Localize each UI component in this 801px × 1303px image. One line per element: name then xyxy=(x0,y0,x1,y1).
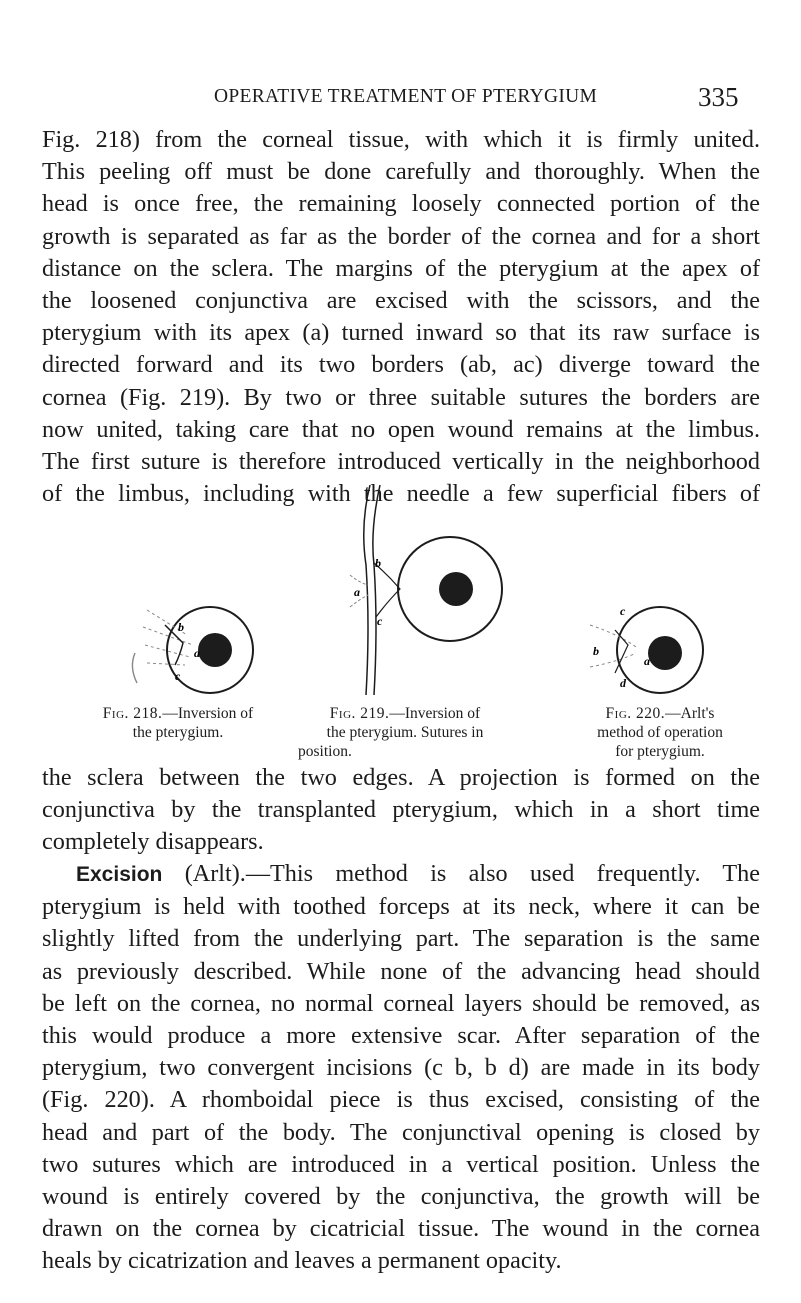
caption-text: —Inversion of xyxy=(162,705,254,722)
running-head: OPERATIVE TREATMENT OF PTERYGIUM xyxy=(214,86,598,107)
caption-label: Fig. 218. xyxy=(102,705,163,722)
pupil xyxy=(648,636,682,670)
text-line: distance on the sclera. The margins of the pterygium at the apex of xyxy=(42,254,760,282)
text-line: wound is entirely covered by the conjunctiva, the growth will be xyxy=(42,1183,760,1211)
page-header xyxy=(0,80,801,116)
caption-label: Fig. 220. xyxy=(605,705,666,722)
text-line: growth is separated as far as the border of the cornea and for a short xyxy=(42,222,760,250)
suture-left xyxy=(364,485,370,695)
text-line: head and part of the body. The conjunctival opening is closed by xyxy=(42,1118,760,1146)
suture-right xyxy=(373,485,380,695)
sclera-edge xyxy=(132,653,137,683)
figure-219-caption xyxy=(270,704,540,761)
text-line: pterygium is held with toothed forceps at its neck, where it can be xyxy=(42,893,760,921)
caption-label: Fig. 219. xyxy=(329,705,390,722)
caption-text: position. xyxy=(298,743,352,760)
text-line: the loosened conjunctiva are excised with the scissors, and the xyxy=(42,287,760,315)
label-b: b xyxy=(593,644,599,658)
text-line: slightly lifted from the underlying part. The separation is the same xyxy=(42,925,760,953)
pterygium-borders xyxy=(374,563,400,617)
caption-text: the pterygium. Sutures in xyxy=(326,724,484,741)
figure-220-illustration xyxy=(560,595,720,700)
label-a: a xyxy=(354,585,360,599)
text-line: be left on the cornea, no normal corneal layers should be removed, as xyxy=(42,989,760,1017)
label-d: d xyxy=(620,676,626,690)
text-line: now united, taking care that no open wound remains at the limbus. xyxy=(42,415,760,443)
text-line: the sclera between the two edges. A projection is formed on the xyxy=(42,764,760,791)
figure-220-caption xyxy=(540,704,780,761)
label-a: a xyxy=(644,654,650,668)
figure-218-caption xyxy=(58,704,298,742)
text-line: of the limbus, including with the needle a few superficial fibers of xyxy=(42,480,760,508)
text-line: pterygium, two convergent incisions (c b, b d) are made in its body xyxy=(42,1054,760,1082)
text-line: two sutures which are introduced in a vertical position. Unless the xyxy=(42,1150,760,1178)
pupil xyxy=(198,633,232,667)
caption-text: for pterygium. xyxy=(615,743,705,760)
caption-text: method of operation xyxy=(597,724,723,741)
caption-text: —Inversion of xyxy=(389,705,481,722)
figure-218-illustration xyxy=(125,595,265,700)
text-line-rest: (Arlt).—This method is also used frequently. The xyxy=(162,860,760,887)
text-line: head is once free, the remaining loosely connected portion of the xyxy=(42,190,760,218)
label-a: a xyxy=(194,646,200,660)
text-line: conjunctiva by the transplanted pterygium, which in a short time xyxy=(42,796,760,824)
label-c: c xyxy=(377,614,383,628)
text-line: (Fig. 220). A rhomboidal piece is thus excised, consisting of the xyxy=(42,1086,760,1114)
text-line: completely disappears. xyxy=(42,828,264,856)
page-number: 335 xyxy=(698,82,739,112)
run-in-heading: Excision xyxy=(76,863,163,886)
text-line: The first suture is therefore introduced vertically in the neighborhood xyxy=(42,448,760,476)
text-line: pterygium with its apex (a) turned inward so that its raw surface is xyxy=(42,319,760,347)
label-b: b xyxy=(375,556,381,570)
text-line: this would produce a more extensive scar. After separation of the xyxy=(42,1022,760,1050)
paragraph-1 xyxy=(42,124,760,510)
figure-219-illustration xyxy=(330,485,530,700)
label-c: c xyxy=(175,669,181,683)
label-b: b xyxy=(178,620,184,634)
text-line: directed forward and its two borders (ab, ac) diverge toward the xyxy=(42,351,760,379)
text-line: cornea (Fig. 219). By two or three suitable sutures the borders are xyxy=(42,383,760,411)
text-line xyxy=(42,858,760,891)
paragraph-3 xyxy=(42,858,760,1278)
label-c: c xyxy=(620,604,626,618)
text-line: drawn on the cornea by cicatricial tissue. The wound in the cornea xyxy=(42,1215,760,1243)
text-line: as previously described. While none of the advancing head should xyxy=(42,957,760,985)
caption-text: the pterygium. xyxy=(132,724,224,741)
text-line: Fig. 218) from the corneal tissue, with which it is firmly united. xyxy=(42,126,760,153)
text-line: heals by cicatrization and leaves a permanent opacity. xyxy=(42,1247,562,1275)
paragraph-2 xyxy=(42,762,760,859)
pupil xyxy=(439,572,473,606)
text-line: This peeling off must be done carefully and thoroughly. When the xyxy=(42,158,760,186)
caption-text: —Arlt's xyxy=(665,705,715,722)
